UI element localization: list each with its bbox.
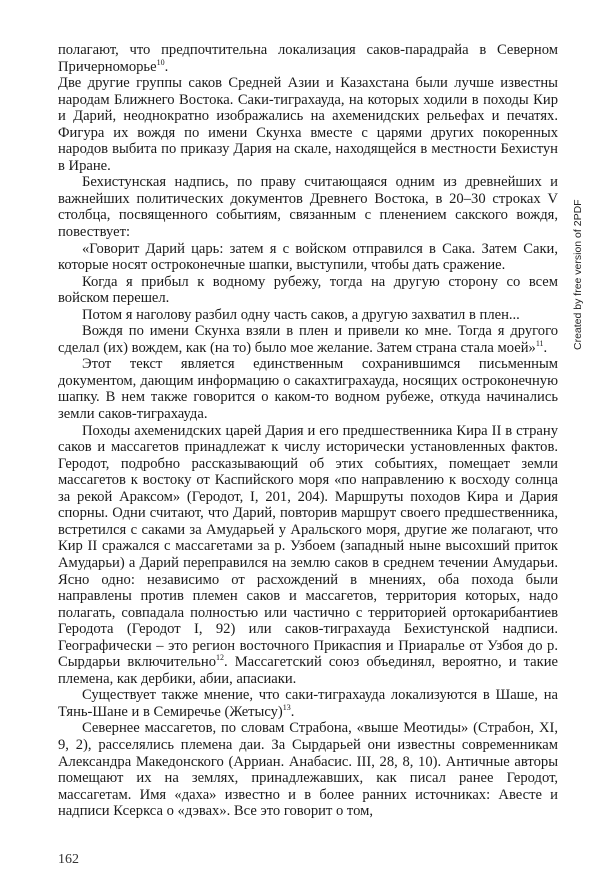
paragraph-text: Когда я прибыл к водному рубежу, тогда на другую сторону со всем войском перешел. bbox=[58, 273, 558, 307]
paragraph-3 bbox=[58, 174, 558, 240]
paragraph-text: Этот текст является единственным сохранившимся письменным документом, дающим информацию о сакахтиграхауда, носящих остроконечную шапку. В нем также говорится о каком-то водном рубеже, откуда начинались земли саков-тиграхауда. bbox=[58, 356, 558, 423]
paragraph-text: Существует также мнение, что саки-тиграхауда локализуются в Шаше, на Тянь-Шане и в Семиречье (Жетысу) bbox=[58, 687, 558, 720]
footnote-ref: 13 bbox=[282, 703, 291, 713]
paragraph-text: Севернее массагетов, по словам Страбона, «выше Меотиды» (Страбон, XI, 9, 2), расселялись племена даи. За Сырдарьей они известны современникам Александра Македонского (Арриан. Анабасис. III, 28, 8, 10). Античные авторы помещают их на землях, принадлежавших, как писал ранее Геродот, массагетам. Имя «даха» известно и в более ранних источниках: Авесте и надписи Ксеркса о «дэвах». Все это говорит о том, bbox=[58, 720, 558, 820]
quote-line-3 bbox=[58, 307, 558, 324]
quote-line-4 bbox=[58, 323, 558, 356]
paragraph-4 bbox=[58, 356, 558, 422]
footnote-ref: 10 bbox=[156, 57, 165, 67]
paragraph-text: Вождя по имени Скунха взяли в плен и привели ко мне. Тогда я другого сделал (их) вождем, как (на то) было мое желание. Затем страна стала моей» bbox=[58, 323, 558, 356]
paragraph-2 bbox=[58, 75, 558, 174]
watermark-text: Created by free version of 2PDF bbox=[572, 199, 584, 350]
paragraph-text: «Говорит Дарий царь: затем я с войском отправился в Сака. Затем Саки, которые носят остроконечные шапки, выступили, чтобы дать сражение. bbox=[58, 240, 558, 274]
quote-line-1 bbox=[58, 241, 558, 274]
page-body bbox=[58, 42, 558, 820]
paragraph-text: Походы ахеменидских царей Дария и его предшественника Кира II в страну саков и массагетов принадлежат к числу исторически установленных фактов. Геродот, подробно рассказывающий об этих событиях, помещает земли массагетов к востоку от Каспийского моря «по направлению к восходу солнца за рекой Араксом» (Геродот, I, 201, 204). Маршруты походов Кира и Дария спорны. Одни считают, что Дарий, повторив маршрут своего предшественника, встретился с саками за Амударьей у Аральского моря, другие же полагают, что Кир II сражался с массагетами за р. Узбоем (западный ныне высохший приток Амударьи) а Дарий переправился на землю саков в среднем течении Амударьи. Ясно одно: независимо от расхождений в мнениях, оба похода были направлены против племен саков и массагетов, территория которых, надо полагать, совпадала полностью или частично с территорией ортокарибантиев Геродота (Геродот I, 92) или саков-тиграхауда Бехистунской надписи. Географически – это регион восточного Прикаспия и Приаралье от Узбоя до р. Сырдарьи включительно bbox=[58, 422, 558, 671]
paragraph-text: Потом я наголову разбил одну часть саков, а другую захватил в плен... bbox=[82, 306, 520, 323]
paragraph-7 bbox=[58, 720, 558, 819]
paragraph-6 bbox=[58, 687, 558, 720]
footnote-ref: 11 bbox=[535, 338, 544, 348]
quote-line-2 bbox=[58, 274, 558, 307]
footnote-ref: 12 bbox=[216, 653, 225, 663]
paragraph-text: Две другие группы саков Средней Азии и Казахстана были лучше известны народам Ближнего Востока. Саки-тиграхауда, на которых ходили в походы Кир и Дарий, неоднократно изображались на ахеменидских рельефах и печатях. Фигура их вождя по имени Скунха вместе с царями других покоренных народов выбита по приказу Дария на скале, находящейся в местности Бехистун в Иране. bbox=[58, 75, 558, 174]
paragraph-tail: . Массагетский союз объединял, вероятно, и такие племена, как дербики, абии, апасиаки. bbox=[58, 654, 558, 687]
paragraph-tail: . bbox=[543, 339, 548, 356]
paragraph-tail: . bbox=[290, 703, 295, 720]
paragraph-text: полагают, что предпочтительна локализация саков-парадрайа в Северном Причерноморье bbox=[58, 42, 558, 75]
paragraph-text: Бехистунская надпись, по праву считающаяся одним из древнейших и важнейших политических документов Древнего Востока, в 20–30 строках V столбца, посвященного событиям, связанным с пленением сакского вождя, повествует: bbox=[58, 174, 558, 241]
page-number: 162 bbox=[58, 852, 79, 867]
paragraph-1 bbox=[58, 42, 558, 75]
paragraph-5 bbox=[58, 423, 558, 688]
paragraph-tail: . bbox=[164, 58, 169, 75]
